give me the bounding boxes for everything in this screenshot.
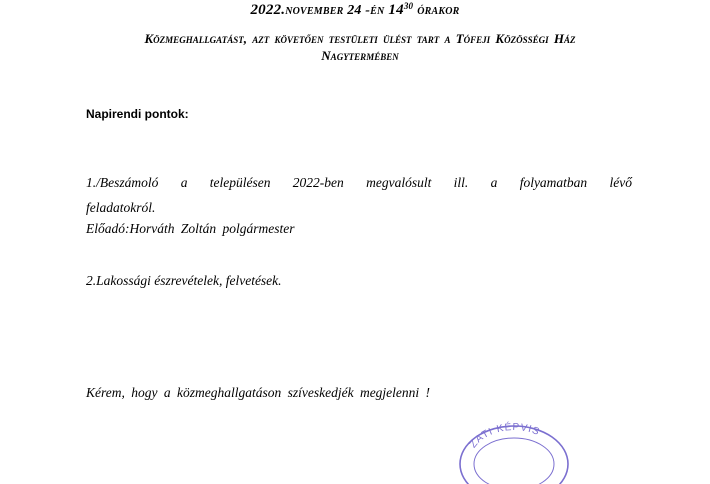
agenda-item-1-line-2: feladatokról.: [86, 200, 156, 215]
official-stamp: [452, 421, 572, 484]
date-year: 2022.: [250, 2, 286, 18]
date-minutes: 30: [403, 1, 414, 11]
agenda-item-1-line-1: 1./Beszámoló a településen 2022-ben megvalósult ill. a folyamatban lévő: [86, 175, 632, 190]
subtitle-line-1: Közmeghallgatást, azt követően testületi ülést tart a Tófeji Közösségi Ház: [144, 31, 576, 46]
agenda-heading: Napirendi pontok:: [86, 107, 189, 121]
agenda-item-1: [86, 170, 632, 220]
stamp-inner-ring: [474, 438, 554, 484]
meeting-subtitle: [80, 30, 640, 64]
date-hour: 14: [388, 2, 404, 18]
agenda-item-1-presenter: Előadó:Horváth Zoltán polgármester: [86, 221, 295, 236]
closing-request: Kérem, hogy a közmeghallgatáson szíveskedjék megjelenni !: [86, 385, 431, 400]
time-suffix: órakor: [417, 3, 460, 18]
agenda-item-2: 2.Lakossági észrevételek, felvetések.: [86, 273, 282, 288]
meeting-date-time: [0, 0, 710, 21]
stamp-text-path: ZATI KÉPVIS: [467, 421, 542, 451]
stamp-text: [468, 420, 542, 450]
subtitle-line-2: Nagytermében: [321, 48, 399, 63]
date-month-day: november 24 -én: [285, 3, 385, 18]
